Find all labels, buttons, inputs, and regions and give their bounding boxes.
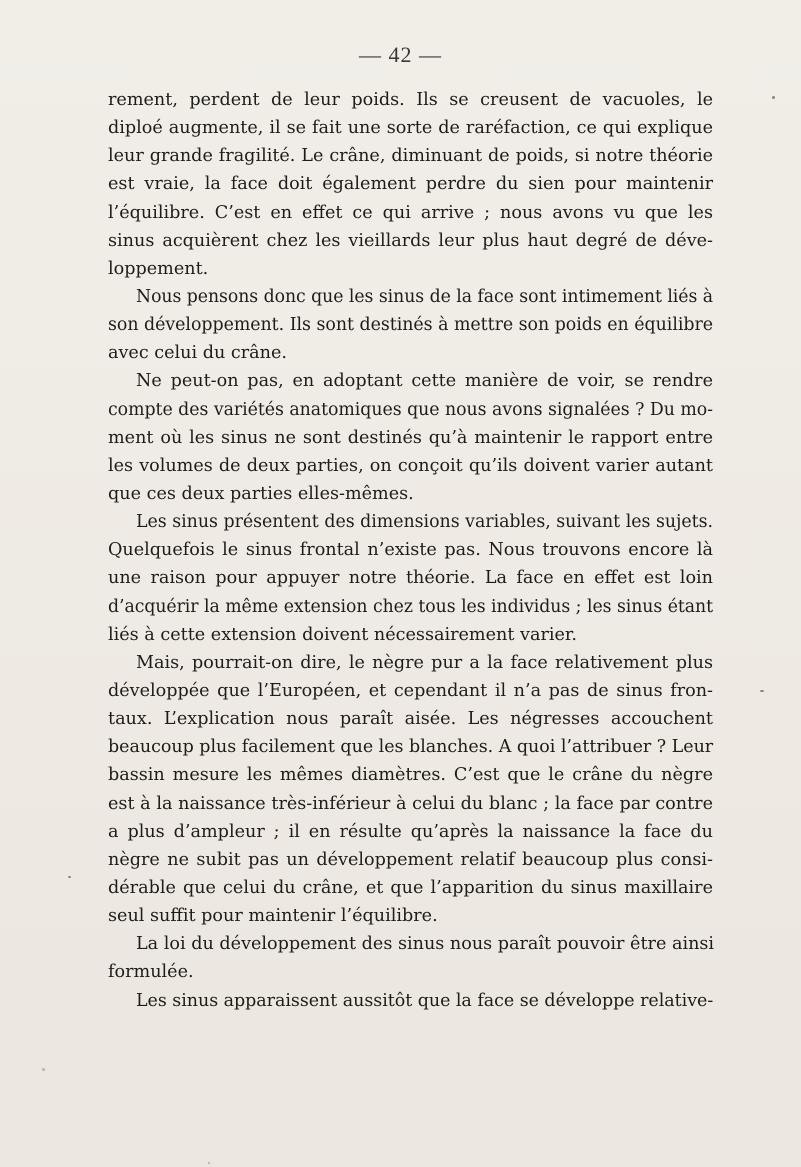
text-line: dérable que celui du crâne, et que l’apparition du sinus maxillaire (108, 877, 713, 898)
text-line: bassin mesure les mêmes diamètres. C’est que le crâne du nègre (108, 765, 713, 786)
text-line: l’équilibre. C’est en effet ce qui arrive ; nous avons vu que les (108, 202, 713, 223)
text-line: formulée. (108, 962, 194, 983)
text-line: diploé augmente, il se fait une sorte de raréfaction, ce qui explique (108, 118, 713, 139)
paragraph (108, 86, 713, 283)
text-line: est vraie, la face doit également perdre du sien pour maintenir (108, 174, 713, 195)
text-line: loppement. (108, 258, 209, 279)
paper-speck (68, 876, 71, 878)
paragraph (108, 987, 713, 1015)
text-line: liés à cette extension doivent nécessairement varier. (108, 624, 577, 645)
page-number: — 42 — (359, 42, 442, 67)
text-line: d’acquérir la même extension chez tous les individus ; les sinus étant (108, 596, 713, 617)
paragraph (108, 930, 713, 986)
paper-speck (42, 1068, 45, 1071)
text-line: Mais, pourrait-on dire, le nègre pur a la face relativement plus (136, 652, 713, 673)
text-line: Les sinus présentent des dimensions variables, suivant les sujets. (136, 512, 713, 533)
text-line: son développement. Ils sont destinés à mettre son poids en équilibre (108, 315, 713, 336)
text-line: que ces deux parties elles-mêmes. (108, 483, 414, 504)
text-line: les volumes de deux parties, on conçoit qu’ils doivent varier autant (108, 455, 713, 476)
text-line: Nous pensons donc que les sinus de la face sont intimement liés à (136, 286, 713, 307)
text-line: La loi du développement des sinus nous paraît pouvoir être ainsi (136, 934, 715, 955)
paragraph (108, 649, 713, 930)
text-line: taux. L’explication nous paraît aisée. Les négresses accouchent (108, 709, 713, 730)
paragraph (108, 283, 713, 367)
text-line: nègre ne subit pas un développement relatif beaucoup plus consi- (108, 849, 713, 870)
text-line: ment où les sinus ne sont destinés qu’à maintenir le rapport entre (108, 427, 713, 448)
paragraph (108, 367, 713, 508)
text-line: Ne peut-on pas, en adoptant cette manière de voir, se rendre (136, 371, 713, 392)
body-text (108, 86, 713, 1015)
paper-speck (208, 1162, 210, 1164)
paper-speck (772, 96, 775, 99)
text-line: compte des variétés anatomiques que nous avons signalées ? Du mo- (108, 399, 713, 420)
text-line: est à la naissance très-inférieur à celui du blanc ; la face par contre (108, 793, 713, 814)
paragraph (108, 508, 713, 649)
text-line: avec celui du crâne. (108, 343, 288, 364)
text-line: développée que l’Européen, et cependant il n’a pas de sinus fron- (108, 680, 713, 701)
text-line: a plus d’ampleur ; il en résulte qu’après la naissance la face du (108, 821, 713, 842)
text-line: beaucoup plus facilement que les blanches. A quoi l’attribuer ? Leur (108, 737, 714, 758)
text-line: Les sinus apparaissent aussitôt que la face se développe relative- (136, 990, 714, 1011)
paper-speck (760, 690, 764, 692)
text-line: rement, perdent de leur poids. Ils se creusent de vacuoles, le (108, 90, 713, 110)
text-line: Quelquefois le sinus frontal n’existe pas. Nous trouvons encore là (108, 540, 713, 561)
text-line: leur grande fragilité. Le crâne, diminuant de poids, si notre théorie (108, 146, 713, 167)
text-line: sinus acquièrent chez les vieillards leur plus haut degré de déve- (108, 230, 713, 251)
text-line: une raison pour appuyer notre théorie. La face en effet est loin (108, 568, 713, 589)
text-line: seul suffit pour maintenir l’équilibre. (108, 906, 438, 927)
